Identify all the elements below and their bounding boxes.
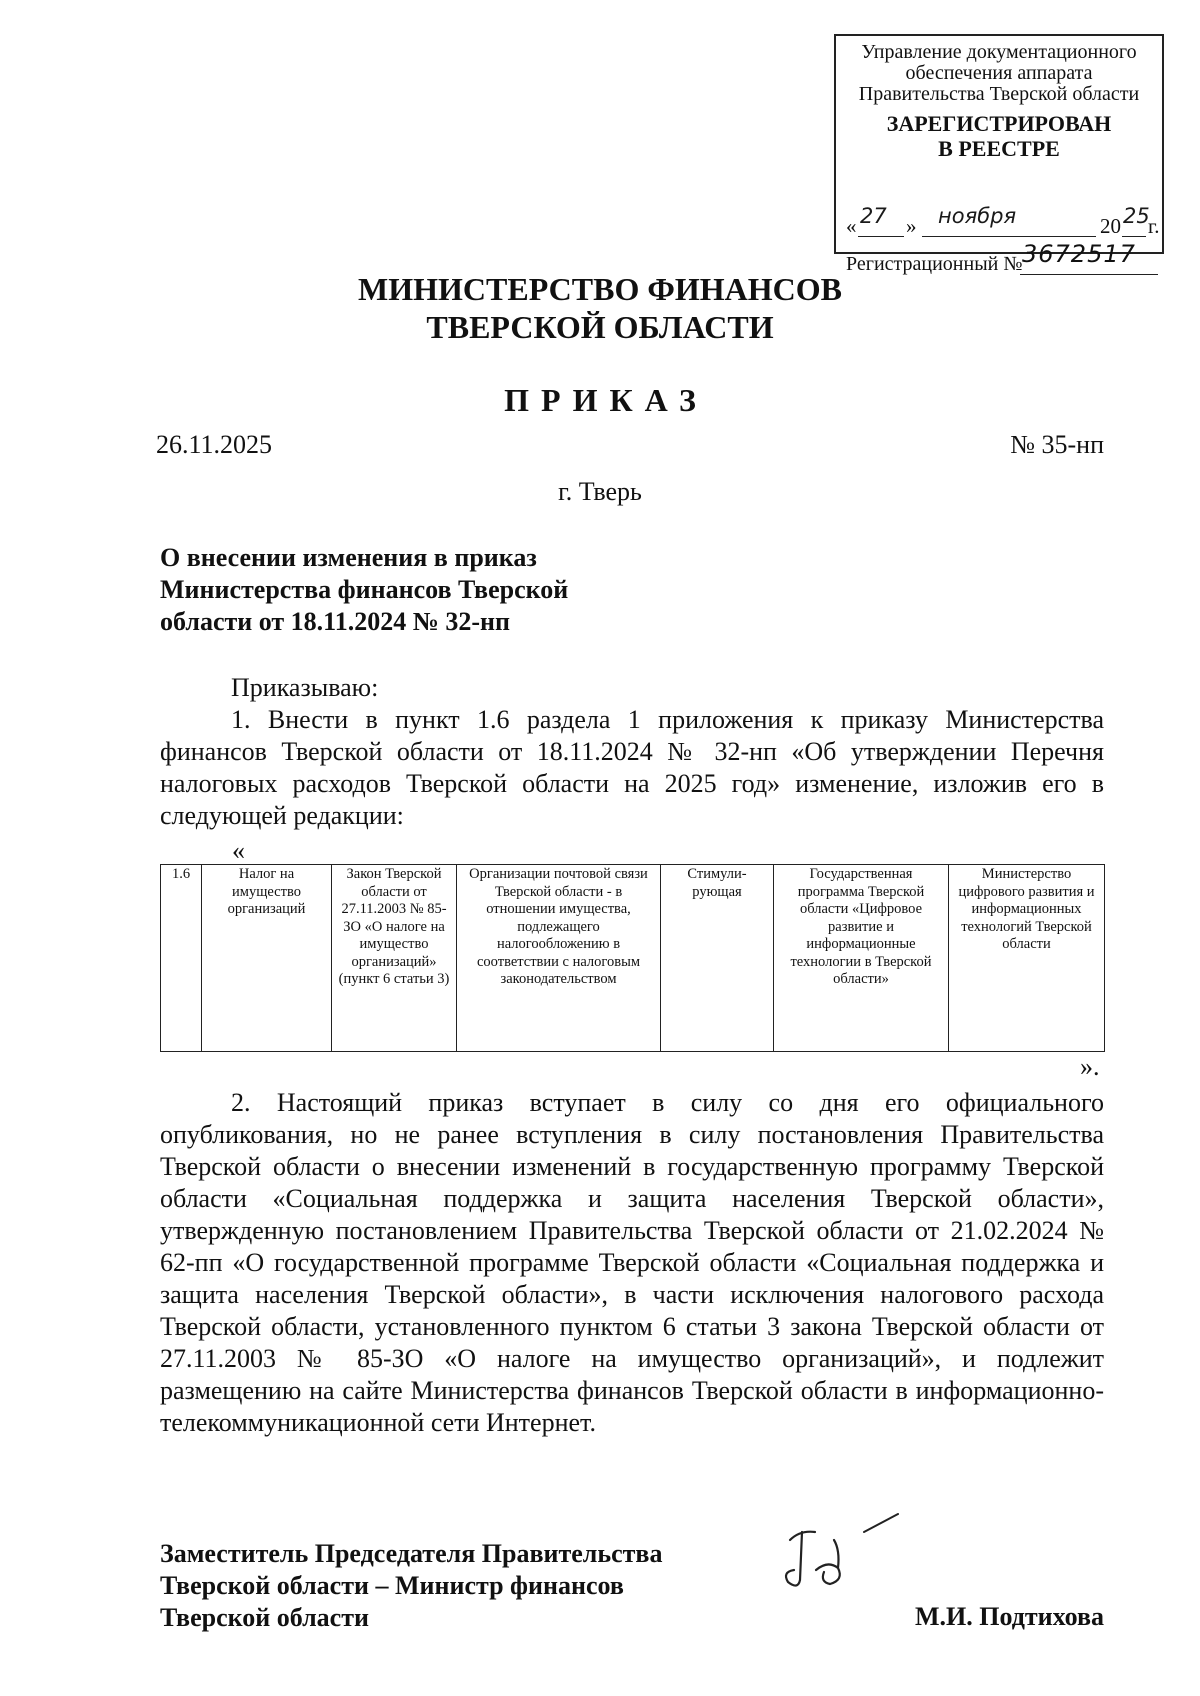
table-cell-law: Закон Тверской области от 27.11.2003 № 85-ЗО «О налоге на имущество организаций» (пункт 6 статьи 3) [332, 865, 457, 1052]
document-subject [160, 542, 680, 638]
document-date: 26.11.2025 [156, 430, 273, 459]
amendment-table [160, 864, 1105, 1052]
signer-title-line: Тверской области – Министр финансов [160, 1571, 624, 1600]
table-cell-beneficiaries: Организации почтовой связи Тверской области - в отношении имущества, подлежащего налогообложению в соответствии с налоговым законодательством [457, 865, 661, 1052]
signer-title-line: Заместитель Председателя Правительства [160, 1539, 663, 1568]
table-cell-item-number: 1.6 [161, 865, 202, 1052]
stamp-reg-number-handwritten: 3672517 [1022, 240, 1136, 268]
date-open-quote: « [846, 214, 857, 238]
table-row [161, 865, 1105, 1052]
date-month-underline [922, 236, 1096, 237]
stamp-dept-line: Управление документационного [861, 41, 1137, 63]
signer-title-line: Тверской области [160, 1603, 369, 1632]
signer-title [160, 1538, 662, 1634]
stamp-dept-line: Правительства Тверской области [858, 83, 1140, 105]
ministry-title-line: МИНИСТЕРСТВО ФИНАНСОВ [358, 271, 842, 307]
stamp-registered-line: В РЕЕСТРЕ [938, 136, 1060, 161]
document-number: № 35-нп [1010, 430, 1104, 459]
registration-stamp [834, 34, 1164, 275]
table-cell-curator: Министерство цифрового развития и информационных технологий Тверской области [949, 865, 1105, 1052]
subject-line: области от 18.11.2024 № 32-нп [160, 607, 510, 636]
date-month-handwritten: ноября [938, 204, 1017, 228]
stamp-registered-line: ЗАРЕГИСТРИРОВАН [886, 111, 1112, 136]
date-day-underline [858, 236, 904, 237]
paragraph-item-2: 2. Настоящий приказ вступает в силу со дня его официального опубликования, но не ранее вступления в силу постановления Правительства Тверской области о внесении изменений в государственную программу Тверской области «Социальная поддержка и защита населения Тверской области», утвержденную постановлением Правительства Тверской области от 21.02.2024 № 62-пп «О государственной программе Тверской области «Социальная поддержка и защита населения Тверской области», в части исключения налогового расхода Тверской области, установленного пунктом 6 статьи 3 закона Тверской области от 27.11.2003 № 85-ЗО «О налоге на имущество организаций», и подлежит размещению на сайте Министерства финансов Тверской области в информационно-телекоммуникационной сети Интернет. [160, 1088, 1104, 1437]
subject-line: О внесении изменения в приказ [160, 543, 537, 572]
date-year-underline [1122, 236, 1146, 237]
stamp-dept-line: обеспечения аппарата [905, 62, 1093, 84]
ministry-title-line: ТВЕРСКОЙ ОБЛАСТИ [426, 309, 774, 345]
paragraph-item-1: 1. Внести в пункт 1.6 раздела 1 приложения к приказу Министерства финансов Тверской области от 18.11.2024 № 32-нп «Об утверждении Перечня налоговых расходов Тверской области на 2025 год» изменение, изложив его в следующей редакции: [160, 705, 1104, 830]
document-type: ПРИКАЗ [504, 382, 708, 418]
signer-name: М.И. Подтихова [914, 1602, 1104, 1631]
handwritten-signature [770, 1510, 910, 1600]
stamp-reg-number-label: Регистрационный № [846, 253, 1023, 275]
table-cell-program: Государственная программа Тверской области «Цифровое развитие и информационные технологии в Тверской области» [774, 865, 949, 1052]
table-close-quote: ». [1080, 1052, 1100, 1081]
order-word: Приказываю: [231, 673, 379, 702]
subject-line: Министерства финансов Тверской [160, 575, 569, 604]
table-cell-type: Стимули-рующая [661, 865, 774, 1052]
stamp-registered-title [836, 111, 1162, 161]
date-year-prefix: 20 [1100, 214, 1121, 238]
document-city: г. Тверь [558, 477, 642, 506]
stamp-department [836, 36, 1162, 105]
table-cell-tax-name: Налог на имущество организаций [202, 865, 332, 1052]
table-open-quote: « [232, 836, 245, 865]
date-year-unit: г. [1148, 214, 1160, 238]
stamp-registration-date [846, 204, 1160, 238]
date-year-handwritten: 25 [1123, 204, 1150, 228]
ministry-title [0, 270, 1200, 346]
date-close-quote: » [906, 214, 917, 238]
date-day-handwritten: 27 [860, 204, 887, 228]
